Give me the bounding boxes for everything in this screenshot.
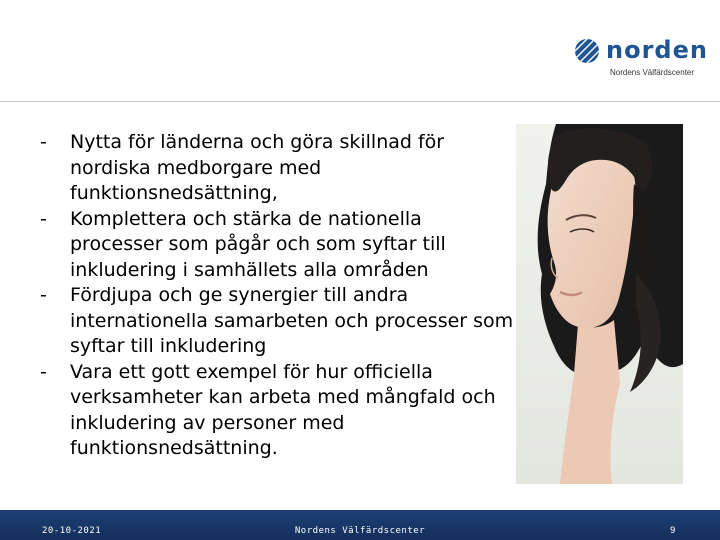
footer-bar xyxy=(0,510,720,540)
logo-wordmark: norden xyxy=(606,36,708,64)
bullet-dash: - xyxy=(40,131,47,153)
portrait-photo xyxy=(516,124,683,484)
bullet-dash: - xyxy=(40,284,47,306)
bullet-item xyxy=(40,207,520,284)
bullet-text: Nytta för länderna och göra skillnad för nordiska medborgare med funktionsnedsättning, xyxy=(70,131,445,204)
bullet-text: Komplettera och stärka de nationella processer som pågår och som syftar till inkludering i samhällets alla områden xyxy=(70,207,446,281)
footer-date: 20-10-2021 xyxy=(42,526,102,536)
logo-tagline: Nordens Välfärdscenter xyxy=(610,68,695,77)
norden-logo xyxy=(572,36,707,84)
norden-globe-icon xyxy=(574,38,600,64)
footer-organization: Nordens Välfärdscenter xyxy=(294,526,426,536)
bullet-text: Fördjupa och ge synergier till andra internationella samarbeten och processer som syftar till inkludering xyxy=(70,284,514,357)
bullet-list xyxy=(40,130,520,462)
bullet-dash: - xyxy=(40,207,47,230)
bullet-item xyxy=(40,130,520,207)
page-number: 9 xyxy=(670,526,676,536)
bullet-text: Vara ett gott exempel för hur officiella verksamheter kan arbeta med mångfald och inkludering av personer med funktionsnedsättning. xyxy=(70,360,496,459)
bullet-dash: - xyxy=(40,360,47,383)
bullet-item xyxy=(40,283,520,360)
bullet-item xyxy=(40,360,520,462)
portrait-illustration xyxy=(516,124,683,484)
header-divider xyxy=(0,101,720,102)
